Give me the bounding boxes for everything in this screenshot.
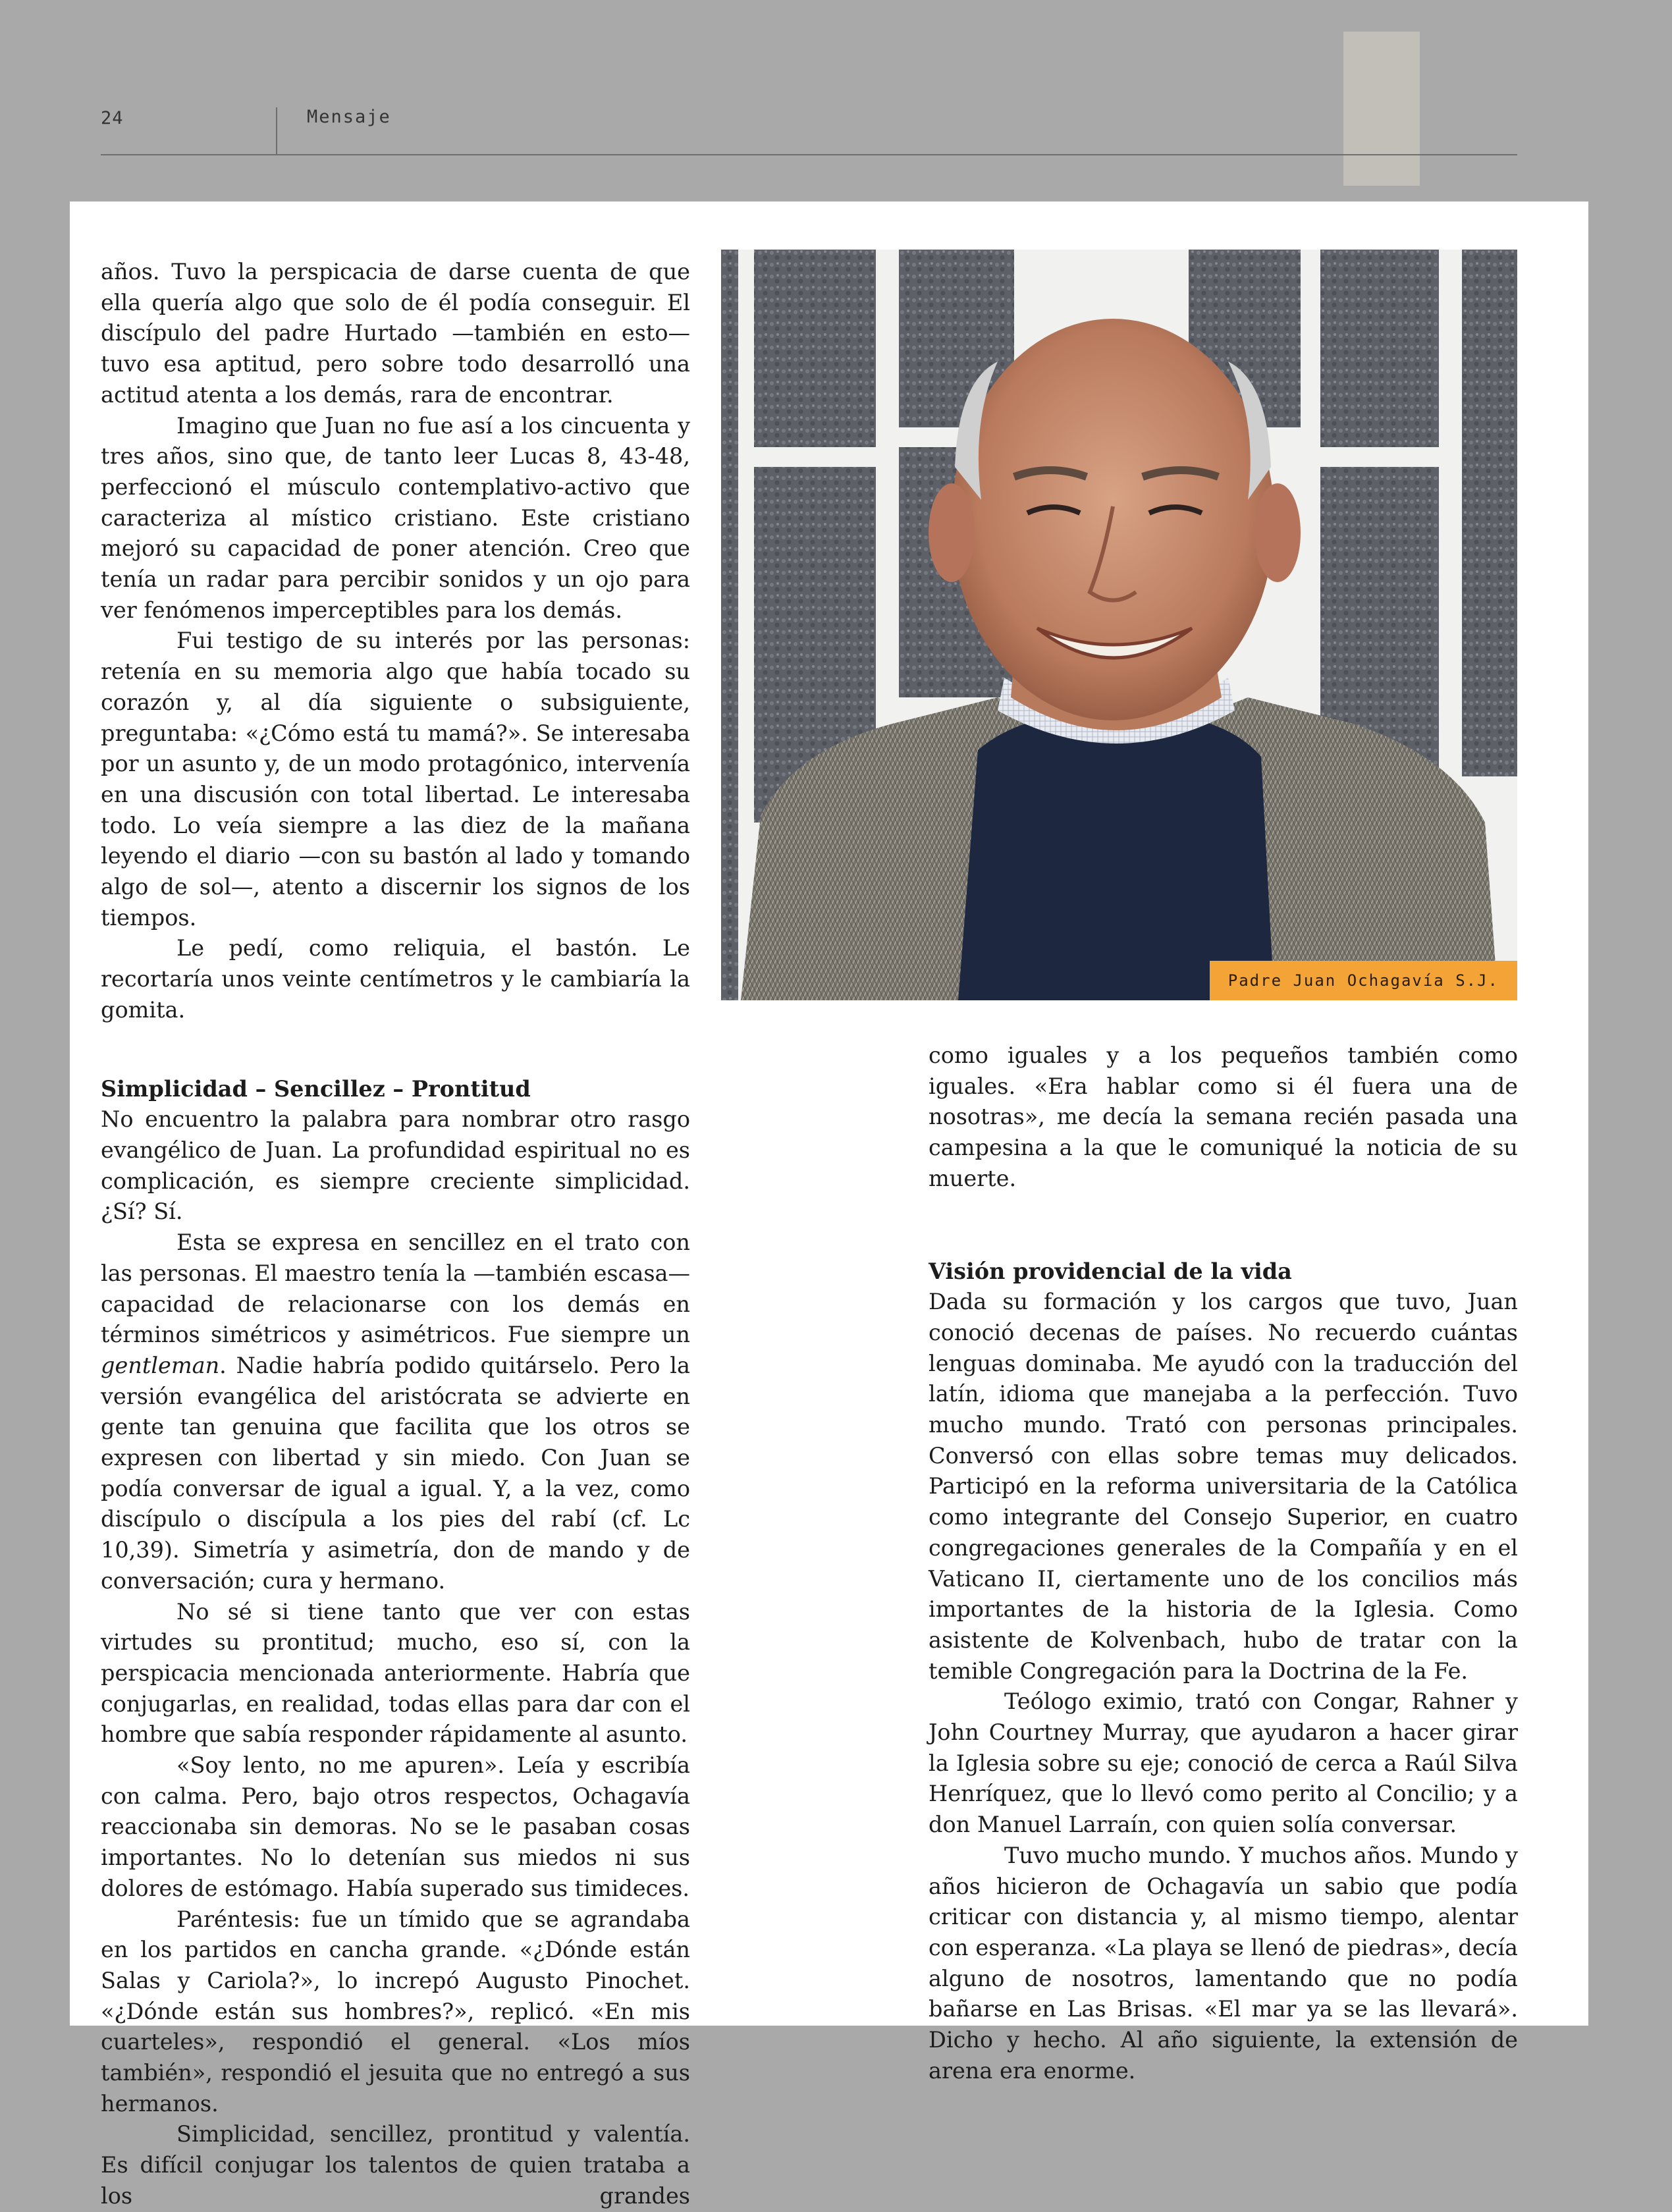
- header-tab: [1343, 32, 1420, 186]
- section-gap: [929, 1195, 1518, 1256]
- right-column: [929, 1040, 1518, 2087]
- header-separator: [276, 107, 277, 155]
- photo-caption: Padre Juan Ochagavía S.J.: [1210, 961, 1517, 1000]
- section-gap: [101, 1026, 690, 1074]
- paragraph: No encuentro la palabra para nombrar otro rasgo evangélico de Juan. La profundidad espiritual no es complicación, es siempre creciente simplicidad. ¿Sí? Sí.: [101, 1106, 690, 1225]
- section-title: Mensaje: [307, 107, 391, 127]
- paragraph: años. Tuvo la perspicacia de darse cuenta de que ella quería algo que solo de él podía conseguir. El discípulo del padre Hurtado —también en esto— tuvo esa aptitud, pero sobre todo desarrolló una actitud atenta a los demás, rara de encontrar.: [101, 259, 690, 408]
- paragraph: No sé si tiene tanto que ver con estas virtudes su prontitud; mucho, eso sí, con la perspicacia mencionada anteriormente. Habría que conjugarlas, en realidad, todas ellas para dar con el hombre que sabía responder rápidamente al asunto.: [101, 1598, 690, 1748]
- paragraph: Le pedí, como reliquia, el bastón. Le recortaría unos veinte centímetros y le cambiaría la gomita.: [101, 935, 690, 1023]
- emphasis: gentleman: [101, 1352, 220, 1378]
- page-number: 24: [101, 108, 124, 128]
- paragraph: «Soy lento, no me apuren». Leía y escribía con calma. Pero, bajo otros respectos, Ochagavía reaccionaba sin demoras. No se le pasaban cosas importantes. No lo detenían sus miedos ni sus dolores de estómago. Había superado sus timideces.: [101, 1752, 690, 1901]
- paragraph: Fui testigo de su interés por las personas: retenía en su memoria algo que había tocado su corazón y, al día siguiente o subsiguiente, preguntaba: «¿Cómo está tu mamá?». Se interesaba por un asunto y, de un modo protagónico, intervenía en una discusión con total libertad. Le interesaba todo. Lo veía siempre a las diez de la mañana leyendo el diario —con su bastón al lado y tomando algo de sol—, atento a discernir los signos de los tiempos.: [101, 628, 690, 931]
- paragraph: Paréntesis: fue un tímido que se agrandaba en los partidos en cancha grande. «¿Dónde están Salas y Cariola?», lo increpó Augusto Pinochet. «¿Dónde están sus hombres?», replicó. «En mis cuarteles», respondió el general. «Los míos también», respondió el jesuita que no entregó a sus hermanos.: [101, 1906, 690, 2117]
- portrait-illustration: [721, 250, 1517, 1000]
- paragraph: [101, 1227, 690, 1596]
- paragraph: Simplicidad, sencillez, prontitud y valentía. Es difícil conjugar los talentos de quien trataba a los grandes: [101, 2121, 690, 2209]
- paragraph: Imagino que Juan no fue así a los cincuenta y tres años, sino que, de tanto leer Lucas 8, 43-48, perfeccionó el músculo contemplativo-activo que caracteriza al místico cristiano. Este cristiano mejoró su capacidad de poner atención. Creo que tenía un radar para percibir sonidos y un ojo para ver fenómenos imperceptibles para los demás.: [101, 412, 690, 623]
- portrait-photo: [721, 250, 1517, 1000]
- paragraph: como iguales y a los pequeños también como iguales. «Era hablar como si él fuera una de nosotras», me decía la semana recién pasada una campesina a la que le comuniqué la noticia de su muerte.: [929, 1042, 1518, 1191]
- paragraph: Dada su formación y los cargos que tuvo, Juan conoció decenas de países. No recuerdo cuántas lenguas dominaba. Me ayudó con la traducción del latín, idioma que manejaba a la perfección. Tuvo mucho mundo. Trató con personas principales. Conversó con ellas sobre temas muy delicados. Participó en la reforma universitaria de la Católica como integrante del Consejo Superior, en cuatro congregaciones generales de la Compañía y en el Vaticano II, ciertamente uno de los concilios más importantes de la historia de la Iglesia. Como asistente de Kolvenbach, hubo de tratar con la temible Congregación para la Doctrina de la Fe.: [929, 1289, 1518, 1684]
- paragraph: Teólogo eximio, trató con Congar, Rahner y John Courtney Murray, que ayudaron a hacer girar la Iglesia sobre su eje; conoció de cerca a Raúl Silva Henríquez, que lo llevó como perito al Concilio; y a don Manuel Larraín, con quien solía conversar.: [929, 1688, 1518, 1838]
- section-heading: Visión providencial de la vida: [929, 1258, 1292, 1284]
- section-heading: Simplicidad – Sencillez – Prontitud: [101, 1075, 531, 1102]
- text-run: . Nadie habría podido quitárselo. Pero la versión evangélica del aristócrata se advierte en gente tan genuina que facilita que los otros se expresen con libertad y sin miedo. Con Juan se podía conversar de igual a igual. Y, a la vez, como discípulo o discípula a los pies del rabí (cf. Lc 10,39). Simetría y asimetría, don de mando y de conversación; cura y hermano.: [101, 1352, 690, 1594]
- paragraph: Tuvo mucho mundo. Y muchos años. Mundo y años hicieron de Ochagavía un sabio que podía criticar con distancia y, al mismo tiempo, alentar con esperanza. «La playa se llenó de piedras», decía alguno de nosotros, lamentando que no podía bañarse en Las Brisas. «El mar ya se las llevará». Dicho y hecho. Al año siguiente, la extensión de arena era enorme.: [929, 1842, 1518, 2084]
- text-run: Esta se expresa en sencillez en el trato con las personas. El maestro tenía la —también escasa— capacidad de relacionarse con los demás en términos simétricos y asimétricos. Fue siempre un: [101, 1229, 690, 1348]
- header-rule: [101, 154, 1517, 155]
- left-column: [101, 257, 690, 2212]
